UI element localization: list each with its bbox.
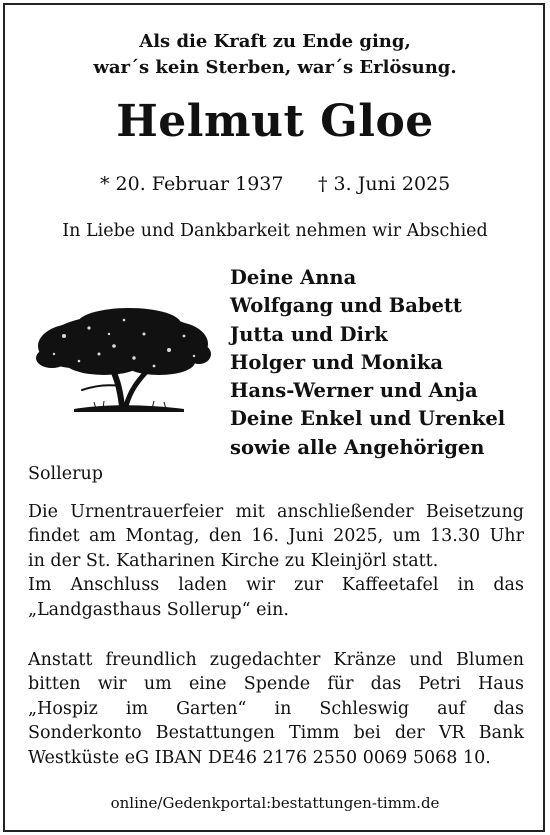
mourners-list bbox=[230, 264, 505, 462]
mourner-6: Deine Enkel und Urenkel bbox=[230, 407, 506, 431]
mourner-1: Deine Anna bbox=[230, 266, 357, 289]
mourner-7: sowie alle Angehörigen bbox=[230, 435, 485, 459]
birth-date: * 20. Februar 1937 bbox=[100, 173, 284, 195]
donation-line-2: bitten wir um eine Spende für das Petri Haus bbox=[28, 674, 524, 695]
ceremony-line-4: Im Anschluss laden wir zur Kaffeetafel in das bbox=[28, 575, 524, 596]
mourner-5: Hans-Werner und Anja bbox=[230, 379, 478, 403]
place-name: Sollerup bbox=[28, 464, 103, 484]
ceremony-paragraph bbox=[28, 500, 524, 622]
motto-line-1: Als die Kraft zu Ende ging, bbox=[139, 31, 411, 52]
tree-icon bbox=[34, 306, 212, 416]
ceremony-line-3: in der St. Katharinen Kirche zu Kleinjörl statt. bbox=[28, 550, 439, 571]
donation-line-3: „Hospiz im Garten“ in Schleswig auf das bbox=[28, 698, 524, 719]
ceremony-line-2: findet am Montag, den 16. Juni 2025, um 13.30 Uhr bbox=[28, 526, 524, 547]
donation-line-4: Sonderkonto Bestattungen Timm bei der VR Bank bbox=[28, 723, 524, 744]
ceremony-line-5: „Landgasthaus Sollerup“ ein. bbox=[28, 599, 289, 620]
ceremony-line-1: Die Urnentrauerfeier mit anschließender Beisetzung bbox=[28, 502, 524, 522]
mourner-4: Holger und Monika bbox=[230, 350, 444, 374]
mourner-3: Jutta und Dirk bbox=[230, 322, 388, 346]
footer-link[interactable]: online/Gedenkportal:bestattungen-timm.de bbox=[110, 794, 440, 812]
donation-paragraph bbox=[28, 648, 524, 770]
farewell-text: In Liebe und Dankbarkeit nehmen wir Abschied bbox=[62, 221, 488, 241]
motto bbox=[0, 29, 550, 81]
donation-line-1: Anstatt freundlich zugedachter Kränze und Blumen bbox=[28, 650, 524, 670]
deceased-name: Helmut Gloe bbox=[116, 96, 434, 147]
death-date: † 3. Juni 2025 bbox=[318, 173, 451, 195]
donation-line-5: Westküste eG IBAN DE46 2176 2550 0069 5068 10. bbox=[28, 747, 491, 768]
motto-line-2: war´s kein Sterben, war´s Erlösung. bbox=[93, 57, 457, 78]
mourner-2: Wolfgang und Babett bbox=[230, 294, 462, 318]
